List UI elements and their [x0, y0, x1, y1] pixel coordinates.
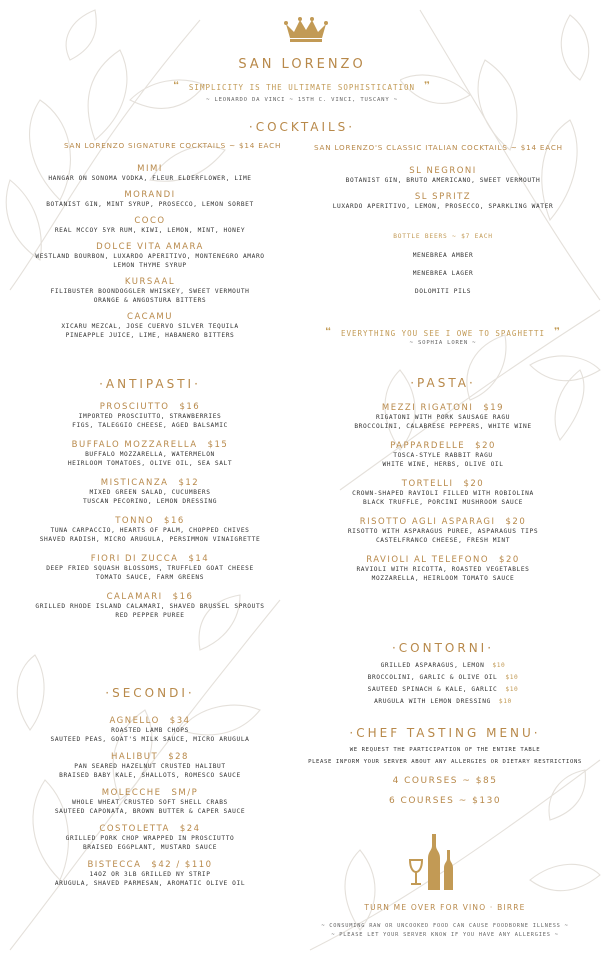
restaurant-name: SAN LORENZO	[238, 57, 366, 72]
pasta-heading: ·PASTA·	[410, 376, 476, 390]
quote-text: SIMPLICITY IS THE ULTIMATE SOPHISTICATION	[188, 83, 416, 92]
menu-item	[20, 440, 280, 468]
item-price: $12	[178, 478, 200, 488]
tasting-option	[300, 796, 590, 806]
item-name	[318, 479, 568, 489]
item-name	[318, 192, 568, 202]
contorni-item	[318, 696, 568, 708]
tasting-heading: ·CHEF TASTING MENU·	[349, 726, 541, 740]
item-name	[318, 441, 568, 451]
item-name	[20, 242, 280, 252]
item-price: $16	[179, 402, 201, 412]
item-name-text: PROSCIUTTO	[99, 402, 170, 412]
menu-item	[20, 478, 280, 506]
item-description: ORANGE & ANGOSTURA BITTERS	[93, 297, 207, 304]
menu-item	[20, 824, 280, 852]
crown-icon	[282, 14, 330, 44]
tasting-label: 4 COURSES	[392, 776, 458, 786]
tasting-separator: ~	[457, 776, 476, 786]
menu-item	[318, 166, 568, 185]
item-name	[20, 860, 280, 870]
item-description: BOTANIST GIN, BRUTO AMERICANO, SWEET VERMOUTH	[345, 177, 541, 184]
item-description: WHOLE WHEAT CRUSTED SOFT SHELL CRABS	[72, 799, 228, 806]
item-description: GRILLED RHODE ISLAND CALAMARI, SHAVED BRUSSEL SPROUTS	[35, 603, 265, 610]
item-name	[20, 164, 280, 174]
item-price: SM/P	[171, 788, 199, 798]
item-description: TOSCA-STYLE RABBIT RAGU	[393, 452, 493, 459]
item-name	[318, 166, 568, 176]
item-description: BRAISED EGGPLANT, MUSTARD SAUCE	[82, 844, 218, 851]
contorni-name: GRILLED ASPARAGUS, LEMON	[380, 662, 485, 669]
quote2-author: ~ SOPHIA LOREN ~	[409, 340, 477, 346]
turn-over-note: TURN ME OVER FOR VINO · BIRRE	[364, 903, 526, 912]
item-description: BROCCOLINI, CALABRESE PEPPERS, WHITE WINE	[354, 423, 532, 430]
menu-item	[318, 403, 568, 431]
menu-item	[20, 242, 280, 270]
item-description: IMPORTED PROSCIUTTO, STRAWBERRIES	[78, 413, 222, 420]
item-description: RAVIOLI WITH RICOTTA, ROASTED VEGETABLES	[356, 566, 530, 573]
item-name	[318, 555, 568, 565]
item-price: $14	[188, 554, 210, 564]
item-description: RIGATONI WITH PORK SAUSAGE RAGU	[375, 414, 511, 421]
disclaimer-1: ~ CONSUMING RAW OR UNCOOKED FOOD CAN CAUSE FOODBORNE ILLNESS ~	[321, 923, 569, 929]
bottle-beers	[318, 233, 568, 301]
menu-item	[318, 479, 568, 507]
item-name-text: KURSAAL	[124, 277, 176, 287]
contorni-item	[318, 660, 568, 672]
item-price: $24	[179, 824, 201, 834]
tasting-options	[300, 776, 590, 816]
item-name	[20, 277, 280, 287]
item-description: PAN SEARED HAZELNUT CRUSTED HALIBUT	[74, 763, 226, 770]
item-name-text: MEZZI RIGATONI	[381, 403, 474, 413]
menu-item	[20, 190, 280, 209]
item-name-text: SL SPRITZ	[414, 192, 472, 202]
contorni-list	[318, 660, 568, 708]
item-name-text: BUFFALO MOZZARELLA	[71, 440, 198, 450]
menu-item	[20, 402, 280, 430]
menu-item	[318, 555, 568, 583]
item-price: $20	[475, 441, 496, 451]
item-description: MOZZARELLA, HEIRLOOM TOMATO SAUCE	[371, 575, 515, 582]
secondi-heading: ·SECONDI·	[105, 686, 195, 700]
item-name	[20, 402, 280, 412]
item-name-text: RAVIOLI AL TELEFONO	[366, 555, 490, 565]
item-name-text: MIMI	[137, 164, 163, 174]
item-name-text: SL NEGRONI	[409, 166, 477, 176]
tasting-note-2: PLEASE INFORM YOUR SERVER ABOUT ANY ALLERGIES OR DIETARY RESTRICTIONS	[308, 759, 582, 765]
item-description: HEIRLOOM TOMATOES, OLIVE OIL, SEA SALT	[67, 460, 233, 467]
item-name	[318, 403, 568, 413]
pasta-list	[318, 403, 568, 593]
item-price: $34	[169, 716, 191, 726]
item-name-text: RISOTTO AGLI ASPARAGI	[359, 517, 496, 527]
item-name	[20, 216, 280, 226]
item-name-text: CACAMU	[127, 312, 173, 322]
item-name-text: MISTICANZA	[100, 478, 169, 488]
item-description: WHITE WINE, HERBS, OLIVE OIL	[382, 461, 504, 468]
item-description: LUXARDO APERITIVO, LEMON, PROSECCO, SPARKLING WATER	[332, 203, 554, 210]
menu-item	[20, 516, 280, 544]
item-description: GRILLED PORK CHOP WRAPPED IN PROSCIUTTO	[65, 835, 235, 842]
item-description: 14OZ OR 3LB GRILLED NY STRIP	[89, 871, 211, 878]
item-name-text: DOLCE VITA AMARA	[96, 242, 204, 252]
menu-item	[20, 788, 280, 816]
beer-list	[318, 247, 568, 301]
item-price: $20	[463, 479, 485, 489]
item-name-text: MORANDI	[124, 190, 176, 200]
menu-item	[20, 164, 280, 183]
item-description: SAUTEED CAPONATA, BROWN BUTTER & CAPER SAUCE	[54, 808, 246, 815]
tasting-separator: ~	[454, 796, 473, 806]
menu-item	[20, 216, 280, 235]
contorni-name: SAUTEED SPINACH & KALE, GARLIC	[367, 686, 498, 693]
item-description: TUNA CARPACCIO, HEARTS OF PALM, CHOPPED CHIVES	[50, 527, 250, 534]
item-description: FILIBUSTER BOONDOGGLER WHISKEY, SWEET VERMOUTH	[50, 288, 250, 295]
item-price: $16	[164, 516, 185, 526]
menu-item	[20, 752, 280, 780]
item-price: $20	[505, 517, 527, 527]
contorni-price: $10	[505, 686, 519, 693]
item-description: BRAISED BABY KALE, SHALLOTS, ROMESCO SAUCE	[59, 772, 241, 779]
tasting-price: $130	[472, 796, 502, 806]
antipasti-list	[20, 402, 280, 630]
item-description: SAUTEED PEAS, GOAT'S MILK SAUCE, MICRO ARUGULA	[50, 736, 250, 743]
item-name-text: AGNELLO	[109, 716, 160, 726]
beer-item: DOLOMITI PILS	[414, 288, 472, 295]
pasta-quote	[318, 325, 568, 339]
item-name	[20, 478, 280, 488]
item-description: LEMON THYME SYRUP	[113, 262, 187, 269]
item-description: TUSCAN PECORINO, LEMON DRESSING	[82, 498, 218, 505]
item-description: REAL MCCOY 5YR RUM, KIWI, LEMON, MINT, HONEY	[54, 227, 246, 234]
beer-item: MENEBREA LAGER	[412, 270, 474, 277]
tasting-label: 6 COURSES	[388, 796, 455, 806]
classic-cocktails-heading: SAN LORENZO'S CLASSIC ITALIAN COCKTAILS ~ $14 EACH	[314, 143, 563, 152]
contorni-name: BROCCOLINI, GARLIC & OLIVE OIL	[367, 674, 498, 681]
item-description: RED PEPPER PUREE	[115, 612, 185, 619]
tasting-option	[300, 776, 590, 786]
item-description: WESTLAND BOURBON, LUXARDO APERITIVO, MONTENEGRO AMARO	[35, 253, 265, 260]
item-description: BLACK TRUFFLE, PORCINI MUSHROOM SAUCE	[362, 499, 524, 506]
secondi-list	[20, 716, 280, 896]
contorni-name: ARUGULA WITH LEMON DRESSING	[374, 698, 491, 705]
item-name-text: BISTECCA	[87, 860, 142, 870]
item-price: $42 / $110	[151, 860, 213, 870]
item-price: $15	[207, 440, 229, 450]
item-name-text: FIORI DI ZUCCA	[90, 554, 179, 564]
item-name	[20, 824, 280, 834]
item-description: ARUGULA, SHAVED PARMESAN, AROMATIC OLIVE OIL	[54, 880, 246, 887]
item-name	[20, 592, 280, 602]
item-description: TOMATO SAUCE, FARM GREENS	[95, 574, 205, 581]
item-description: CASTELFRANCO CHEESE, FRESH MINT	[375, 537, 511, 544]
item-name-text: COSTOLETTA	[99, 824, 170, 834]
menu-item	[20, 554, 280, 582]
tasting-price: $85	[475, 776, 498, 786]
item-price: $28	[168, 752, 189, 762]
item-description: CROWN-SHAPED RAVIOLI FILLED WITH ROBIOLINA	[352, 490, 534, 497]
disclaimer-2: ~ PLEASE LET YOUR SERVER KNOW IF YOU HAVE ANY ALLERGIES ~	[331, 932, 559, 938]
item-name	[20, 788, 280, 798]
item-description: FIGS, TALEGGIO CHEESE, AGED BALSAMIC	[72, 422, 228, 429]
item-price: $16	[172, 592, 194, 602]
item-description: BUFFALO MOZZARELLA, WATERMELON	[85, 451, 215, 458]
item-name-text: PAPPARDELLE	[390, 441, 466, 451]
signature-cocktails-heading: SAN LORENZO SIGNATURE COCKTAILS ~ $14 EACH	[64, 141, 282, 150]
quote-mark-icon: ❞	[415, 79, 432, 93]
header-quote	[0, 79, 604, 93]
wine-bottles-icon	[406, 832, 462, 892]
item-description: SHAVED RADISH, MICRO ARUGULA, PERSIMMON VINAIGRETTE	[39, 536, 261, 543]
quote-mark-icon: ❝	[172, 79, 189, 93]
contorni-price: $10	[492, 662, 506, 669]
menu-item	[318, 441, 568, 469]
contorni-heading: ·CONTORNI·	[391, 641, 495, 655]
menu-item	[318, 517, 568, 545]
beers-heading: BOTTLE BEERS ~ $7 EACH	[393, 233, 493, 240]
item-name-text: TORTELLI	[401, 479, 454, 489]
contorni-price: $10	[498, 698, 512, 705]
item-name-text: TONNO	[115, 516, 155, 526]
item-description: DEEP FRIED SQUASH BLOSSOMS, TRUFFLED GOAT CHEESE	[46, 565, 254, 572]
item-name-text: CALAMARI	[106, 592, 163, 602]
item-name	[20, 716, 280, 726]
menu-item	[318, 192, 568, 211]
item-name	[20, 440, 280, 450]
item-name	[20, 312, 280, 322]
tasting-note-1: WE REQUEST THE PARTICIPATION OF THE ENTIRE TABLE	[349, 747, 541, 753]
item-name-text: HALIBUT	[111, 752, 159, 762]
quote-mark-icon: ❞	[545, 325, 562, 339]
contorni-item	[318, 672, 568, 684]
item-name	[318, 517, 568, 527]
contorni-item	[318, 684, 568, 696]
beer-item: MENEBREA AMBER	[412, 252, 474, 259]
quote-mark-icon: ❝	[324, 325, 341, 339]
item-name	[20, 190, 280, 200]
classic-cocktails-list	[318, 166, 568, 218]
item-price: $20	[499, 555, 520, 565]
item-description: ROASTED LAMB CHOPS	[111, 727, 189, 734]
item-name	[20, 516, 280, 526]
menu-item	[20, 592, 280, 620]
item-description: HANGAR ON SONOMA VODKA, FLEUR ELDERFLOWER, LIME	[48, 175, 252, 182]
item-description: MIXED GREEN SALAD, CUCUMBERS	[89, 489, 211, 496]
menu-item	[20, 860, 280, 888]
item-description: PINEAPPLE JUICE, LIME, HABANERO BITTERS	[65, 332, 235, 339]
quote-author: ~ LEONARDO DA VINCI ~ 15TH C. VINCI, TUSCANY ~	[206, 97, 398, 103]
item-description: BOTANIST GIN, MINT SYRUP, PROSECCO, LEMON SORBET	[46, 201, 254, 208]
item-description: RISOTTO WITH ASPARAGUS PUREE, ASPARAGUS TIPS	[347, 528, 539, 535]
antipasti-heading: ·ANTIPASTI·	[99, 377, 201, 391]
cocktails-heading: ·COCKTAILS·	[248, 120, 356, 134]
signature-cocktails-list	[20, 164, 280, 347]
item-name	[20, 752, 280, 762]
item-name	[20, 554, 280, 564]
quote2-text: EVERYTHING YOU SEE I OWE TO SPAGHETTI	[340, 329, 546, 338]
item-name-text: COCO	[134, 216, 166, 226]
item-name-text: MOLECCHE	[101, 788, 162, 798]
item-description: XICARU MEZCAL, JOSE CUERVO SILVER TEQUILA	[61, 323, 239, 330]
item-price: $19	[483, 403, 505, 413]
menu-item	[20, 312, 280, 340]
menu-item	[20, 277, 280, 305]
menu-item	[20, 716, 280, 744]
contorni-price: $10	[505, 674, 519, 681]
